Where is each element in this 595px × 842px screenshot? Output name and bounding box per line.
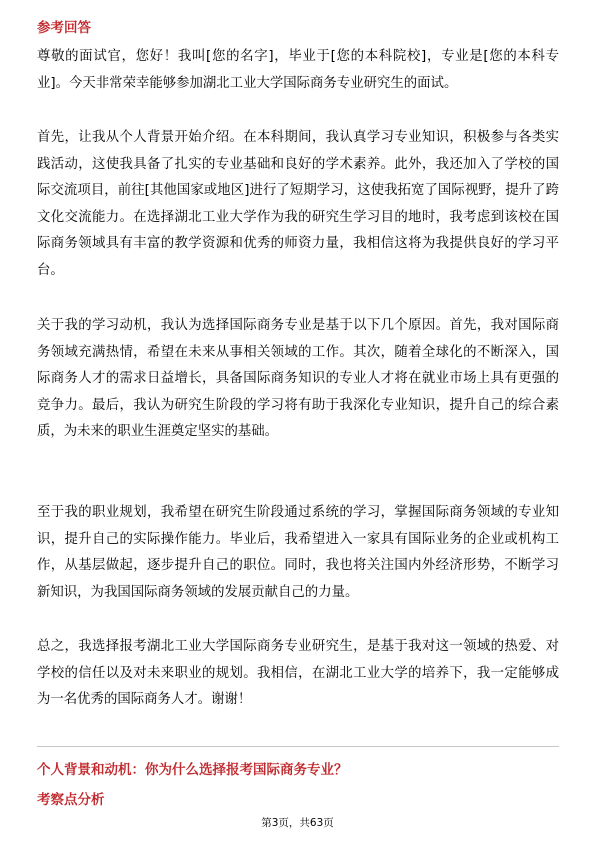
- paragraph-career-plan: 至于我的职业规划，我希望在研究生阶段通过系统的学习，掌握国际商务领域的专业知识，提升自己的实际操作能力。毕业后，我希望进入一家具有国际业务的企业或机构工作，从基层做起，逐步提升自己的职位。同时，我也将关注国内外经济形势，不断学习新知识，为我国国际商务领域的发展贡献自己的力量。: [37, 505, 559, 600]
- answer-heading: 参考回答: [37, 20, 91, 36]
- page-number: 第3页，共63页: [261, 817, 334, 829]
- question-heading: 个人背景和动机：你为什么选择报考国际商务专业？: [37, 762, 348, 778]
- paragraph-intro: 尊敬的面试官，您好！我叫[您的名字]，毕业于[您的本科院校]，专业是[您的本科专业]。今天非常荣幸能够参加湖北工业大学国际商务专业研究生的面试。: [37, 49, 559, 91]
- analysis-heading: 考察点分析: [37, 792, 105, 808]
- paragraph-conclusion: 总之，我选择报考湖北工业大学国际商务专业研究生，是基于我对这一领域的热爱、对学校的信任以及对未来职业的规划。我相信，在湖北工业大学的培养下，我一定能够成为一名优秀的国际商务人才。谢谢！: [37, 639, 559, 707]
- section-divider: [37, 746, 559, 747]
- paragraph-motivation: 关于我的学习动机，我认为选择国际商务专业是基于以下几个原因。首先，我对国际商务领域充满热情，希望在未来从事相关领域的工作。其次，随着全球化的不断深入，国际商务人才的需求日益增长，具备国际商务知识的专业人才将在就业市场上具有更强的竞争力。最后，我认为研究生阶段的学习将有助于我深化专业知识，提升自己的综合素质，为未来的职业生涯奠定坚实的基础。: [37, 318, 559, 439]
- paragraph-background: 首先，让我从个人背景开始介绍。在本科期间，我认真学习专业知识，积极参与各类实践活动，这使我具备了扎实的专业基础和良好的学术素养。此外，我还加入了学校的国际交流项目，前往[其他国家或地区]进行了短期学习，这使我拓宽了国际视野，提升了跨文化交流能力。在选择湖北工业大学作为我的研究生学习目的地时，我考虑到该校在国际商务领域具有丰富的教学资源和优秀的师资力量，我相信这将为我提供良好的学习平台。: [37, 130, 559, 278]
